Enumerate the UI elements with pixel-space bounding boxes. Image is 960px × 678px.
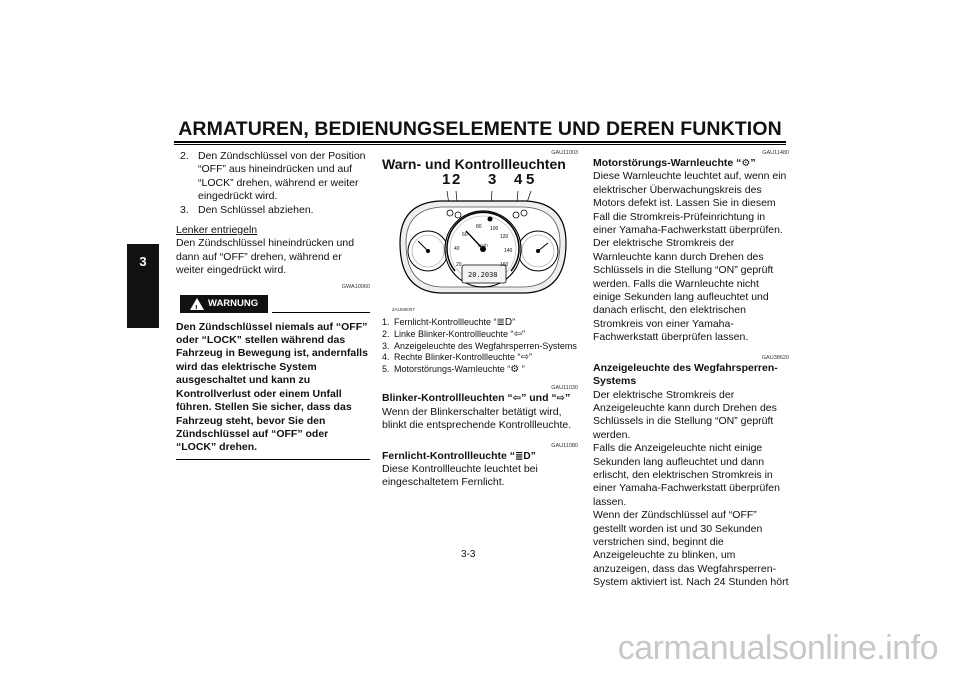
- step-number: 2.: [180, 150, 189, 162]
- high-beam-heading: [382, 450, 578, 463]
- warning-header: [176, 295, 370, 317]
- callout-3: 3: [488, 171, 497, 189]
- caption-text: Anzeigeleuchte des Wegfahrsperren-Systems: [394, 340, 577, 351]
- caption-text: Rechte Blinker-Kontrollleuchte “: [394, 352, 521, 363]
- column-middle: [382, 150, 578, 490]
- speed-tick-140: 140: [504, 248, 513, 255]
- section-code: GAU11003: [551, 150, 578, 156]
- engine-warning-text: Diese Warnleuchte leuchtet auf, wenn ein elektrischer Überwachungskreis des Motors defekt ist. Lassen Sie in diesem Fall die Stromkreis-Prüfeinrichtung in einer Yamaha-Fachwerkstatt überprüfen.: [593, 170, 787, 237]
- odometer-readout: 20.2038: [468, 271, 498, 280]
- caption-number: 1.: [382, 317, 390, 328]
- instrument-cluster-figure: [390, 173, 576, 313]
- section-code: GAU38620: [761, 354, 789, 361]
- heading-part: Motorstörungs-Warnleuchte “: [593, 157, 742, 169]
- speed-tick-120: 120: [500, 234, 509, 241]
- callout-4: 4: [514, 171, 523, 189]
- caption-text: Motorstörungs-Warnleuchte “: [394, 363, 511, 374]
- speed-tick-60: 60: [462, 232, 468, 239]
- column-right: [593, 150, 789, 590]
- watermark: carmanualsonline.info: [617, 629, 938, 667]
- caption-text: Fernlicht-Kontrollleuchte “: [394, 317, 497, 328]
- caption-4: [382, 352, 578, 364]
- figure-code: ZAUM0007: [392, 307, 415, 313]
- section-code: GWA10060: [341, 283, 370, 290]
- caption-quote: ”: [519, 363, 525, 374]
- section-heading: Warn- und Kontrollleuchten: [382, 156, 566, 172]
- high-beam-icon: ≣D: [515, 450, 531, 462]
- caption-2: [382, 329, 578, 341]
- speedometer-drawing: [390, 173, 576, 303]
- warning-end-rule: [176, 459, 370, 460]
- exclamation-icon: !: [195, 303, 198, 313]
- caption-1: [382, 317, 578, 329]
- speed-tick-160: 160: [500, 262, 509, 269]
- engine-warning-heading: [593, 157, 789, 170]
- speed-unit: km/h: [478, 243, 488, 249]
- heading-part: Fernlicht-Kontrollleuchte “: [382, 449, 516, 462]
- title-rule-thin: [174, 144, 786, 145]
- left-arrow-icon: ⇦: [513, 329, 522, 340]
- caption-number: 3.: [382, 340, 390, 351]
- caption-3: [382, 341, 578, 353]
- caption-quote: ”: [512, 317, 516, 328]
- turn-signal-text: Wenn der Blinkerschalter betätigt wird, blinkt die entsprechende Kontrollleuchte.: [382, 405, 572, 432]
- speed-tick-40: 40: [454, 246, 460, 253]
- callout-2: 2: [452, 171, 461, 189]
- high-beam-text: Diese Kontrollleuchte leuchtet bei eingeschaltetem Fernlicht.: [382, 463, 538, 489]
- immobilizer-text-3: Wenn der Zündschlüssel auf “OFF” gestellt worden ist und 30 Sekunden verstrichen sind, beginnt die Anzeigeleuchte zu blinken, um anzuzeigen, dass das Wegfahrsperren-System aktiviert ist. Nach 24 Stunden hört: [593, 509, 789, 589]
- heading-part: ”: [750, 157, 756, 169]
- section-code: GAU11030: [551, 385, 578, 392]
- heading-part: ”: [530, 449, 536, 462]
- caption-number: 2.: [382, 329, 390, 339]
- column-left: [176, 150, 370, 460]
- callout-5: 5: [526, 171, 535, 189]
- figure-captions: [382, 317, 578, 375]
- step-number: 3.: [180, 203, 189, 216]
- speed-tick-80: 80: [476, 224, 482, 231]
- warning-text: Den Zündschlüssel niemals auf “OFF” oder “LOCK” stellen während das Fahrzeug in Bewegung ist, andernfalls wird das elektrische System ausgeschaltet und kann zu Kontrollverlust oder einem Unfall führen. Stellen Sie sicher, dass das Fahrzeug steht, bevor Sie den Zündschlüssel auf “OFF” oder “LOCK” drehen.: [176, 320, 368, 454]
- speed-tick-100: 100: [490, 226, 499, 233]
- chapter-tab: 3: [127, 244, 159, 328]
- heading-part: Blinker-Kontrollleuchten “: [382, 392, 513, 405]
- right-arrow-icon: ⇨: [556, 393, 566, 405]
- caption-number: 5.: [382, 363, 390, 374]
- immobilizer-text-2: Falls die Anzeigeleuchte nicht einige Sekunden lang aufleuchtet und dann erlischt, den elektrischen Stromkreis in einer Yamaha-Fachwerkstatt überprüfen lassen.: [593, 442, 780, 508]
- page-number: 3-3: [461, 549, 476, 560]
- section-code: GAU11080: [551, 442, 578, 449]
- step-text: Den Zündschlüssel von der Position “OFF” aus hineindrücken und auf “LOCK” drehen, während er weiter eingedrückt wird.: [198, 150, 366, 203]
- step-text: Den Schlüssel abziehen.: [198, 203, 314, 216]
- engine-warning-text-2: Der elektrische Stromkreis der Warnleuchte kann durch Drehen des Schlüssels in die Stellung “ON” geprüft werden. Falls die Warnleuchte nicht einige Sekunden lang aufleuchtet und danach erlischt, den elektrischen Stromkreis von einer Yamaha-Fachwerkstatt überprüfen lassen.: [593, 237, 774, 344]
- high-beam-icon: ≣D: [496, 317, 513, 329]
- unlock-heading: Lenker entriegeln: [176, 224, 258, 237]
- step-3: [176, 204, 370, 217]
- caption-quote: ”: [528, 352, 532, 363]
- page-title: ARMATUREN, BEDIENUNGSELEMENTE UND DEREN FUNKTION: [178, 118, 782, 140]
- caption-quote: ”: [521, 329, 525, 339]
- right-arrow-icon: ⇨: [520, 352, 529, 364]
- turn-signal-heading: [382, 392, 578, 405]
- warning-rule: [272, 312, 370, 313]
- title-rule: [174, 141, 786, 143]
- left-arrow-icon: ⇦: [512, 393, 522, 405]
- heading-part: ”: [565, 392, 571, 405]
- step-2: [176, 150, 370, 204]
- warning-label: WARNUNG: [208, 297, 259, 309]
- caption-number: 4.: [382, 352, 390, 363]
- immobilizer-heading: Anzeigeleuchte des Wegfahrsperren-Systems: [593, 361, 778, 388]
- warning-badge: [180, 295, 268, 313]
- section-code: GAU11480: [762, 150, 789, 156]
- immobilizer-text: Der elektrische Stromkreis der Anzeigeleuchte kann durch Drehen des Schlüssels in die Stellung “ON” geprüft werden.: [593, 388, 777, 441]
- caption-text: Linke Blinker-Kontrollleuchte “: [394, 329, 514, 339]
- heading-part: ” und “: [521, 392, 557, 405]
- engine-icon: ⚙: [510, 363, 520, 375]
- callout-1: 1: [442, 171, 451, 189]
- caption-5: [382, 364, 578, 376]
- unlock-text: Den Zündschlüssel hineindrücken und dann auf “OFF” drehen, während er weiter eingedrückt wird.: [176, 237, 355, 277]
- engine-icon: ⚙: [741, 158, 751, 169]
- speed-tick-20: 20: [456, 262, 462, 269]
